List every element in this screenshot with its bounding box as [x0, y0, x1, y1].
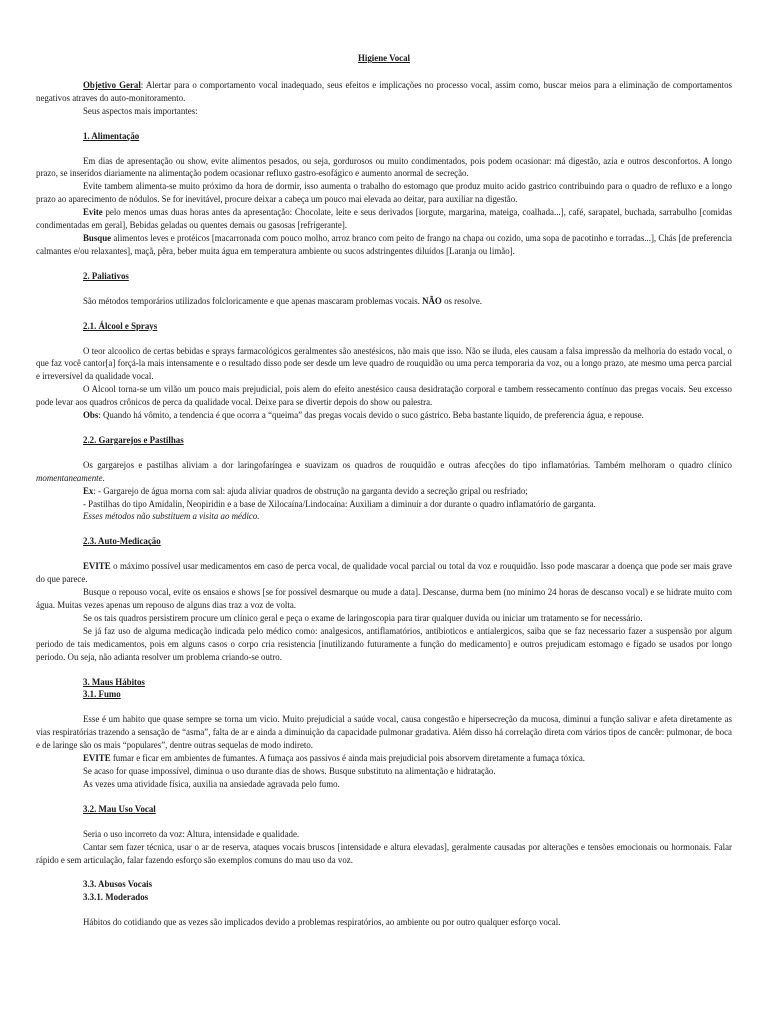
- paragraph: Se acaso for quase impossível, diminua o uso durante dias de shows. Busque substituto na alimentação e hidratação.: [83, 765, 496, 776]
- italic-note: Esses métodos não substituem a visita ao médico.: [83, 511, 260, 522]
- paragraph-text: Os gargarejos e pastilhas aliviam a dor laringofaríngea e suavizam os quadros de rouquidão e outras afecções do tipo inflamatórias. Também melhoram o quadro clínico: [83, 459, 732, 470]
- paragraph: [36, 560, 732, 586]
- paragraph: As vezes uma atividade física, auxilia na ansiedade agravada pelo fumo.: [83, 778, 340, 789]
- section-heading-paliativos: 2. Paliativos: [83, 270, 129, 281]
- section-heading-alcool: 2.1. Álcool e Sprays: [83, 320, 158, 331]
- paragraph: Se os tais quadros persistirem procure um clínico geral e peça o exame de laringoscopia para tirar qualquer duvida ou iniciar um tratamento se for necessário.: [83, 612, 643, 623]
- paragraph-text: pelo menos umas duas horas antes da apresentação: Chocolate, leite e seus derivados [iorgute, margarina, mateiga, coalhada...], café, sarapatel, buchada, sarrabulho [comidas condimentadas em geral], Bebidas geladas ou quentes demais ou gasosas [refrigerante].: [36, 207, 732, 231]
- note-line: [36, 510, 732, 523]
- paragraph: [36, 409, 732, 422]
- paragraph-text: .: [102, 472, 105, 483]
- aspects-line: Seus aspectos mais importantes:: [83, 105, 198, 116]
- paragraph: O teor alcoolico de certas bebidas e sprays farmacológicos geralmentes são anestésicos, não mais que isso. Não se iluda, eles causam a falsa impressão da melhoria do estado vocal, o que faz você cantor[a] forçá-la mais intensamente e o resultado disso pode ser desde um leve quadro de rouquidão ou uma perca temporaria da voz, ou a longo prazo, ate mesmo uma perca parcial e irreversível da qualidade vocal.: [36, 345, 732, 382]
- paragraph: Hábitos do cotidiando que as vezes são implicados devido a problemas respiratórios, ao ambiente ou por outro qualquer esforço vocal.: [83, 917, 561, 928]
- paragraph-text: : Quando há vômito, a tendencia é que ocorra a “queima” das pregas vocais devido o suco gástrico. Beba bastante liquido, de preferencia água, e repouse.: [98, 410, 644, 421]
- section-heading-gargarejos: 2.2. Gargarejos e Pastilhas: [83, 434, 184, 445]
- paragraph: Em dias de apresentação ou show, evite alimentos pesados, ou seja, gordurosos ou muito condimentados, pois podem ocasionar: má digestão, azia e outros desconfortos. A longo prazo, se inseridos diariamente na alimentação podem ocasionar refluxo gastro-esofágico e aumento anormal de secreção.: [36, 155, 732, 179]
- section-heading-abusos-vocais: 3.3. Abusos Vocais: [83, 879, 153, 890]
- paragraph-text: alimentos leves e protéicos [macarronada com pouco molho, arroz branco com peito de frango na chapa ou cozido, uma sopa de pacotinho e torradas...], Chás [de preferencia calmantes e/ou relaxantes], maçã, pêra, beber muita água em temperatura ambiente ou sucos adstringentes diluídos [Laranja ou limão].: [36, 232, 732, 256]
- section-heading-alimentacao: 1. Alimentação: [83, 130, 140, 141]
- bold-label: Ex: [83, 485, 94, 496]
- bold-label: EVITE: [83, 753, 111, 764]
- objective-paragraph: [36, 79, 732, 105]
- objective-text: : Alertar para o comportamento vocal inadequado, seus efeitos e implicações no processo vocal, assim como, buscar meios para a eliminação de comportamentos negativos atraves do auto-monitoramento.: [36, 79, 732, 103]
- example-line: - Pastilhas do tipo Amidalin, Neopiridin e a base de Xilocaína/Lindocaína: Auxiliam a diminuir a dor durante o quadro inflamatório de garganta.: [83, 498, 596, 509]
- paragraph: Evite tambem alimenta-se muito próximo da hora de dormir, isso aumenta o trabalho do estomago que produz muito acido gastrico contribuindo para o quadro de refluxo e a longo prazo ao aparecimento de nódulos. Se for inevitável, procure deixar a cabeça um pouco mai elevada ao deitar, para auxiliar na digestão.: [36, 181, 732, 205]
- bold-word: NÃO: [422, 295, 442, 306]
- bold-label: Evite: [83, 207, 103, 218]
- paragraph-text: fumar e ficar em ambientes de fumantes. A fumaça aos passivos é ainda mais prejudicial pois absorvem diretamente a fumaça tóxica.: [110, 753, 586, 764]
- section-heading-moderados: 3.3.1. Moderados: [83, 892, 149, 903]
- paragraph: [36, 232, 732, 258]
- paragraph-text: o máximo possível usar medicamentos em caso de perca vocal, de qualidade vocal parcial ou total da voz e rouquidão. Isso pode mascarar a doença que pode ser mais grave do que parece.: [36, 561, 732, 585]
- paragraph-text: : - Gargarejo de água morna com sal: ajuda aliviar quadros de obstrução na garganta devido a secreção gripal ou resfriado;: [93, 485, 528, 496]
- example-line: [36, 485, 732, 498]
- paragraph: Se já faz uso de alguma medicação indicada pelo médico como: analgesicos, antiflamatórios, antibioticos e antialergicos, saiba que se faz necessario fazer a suspensão por algum periodo de tais medicamentos, pois em alguns casos o corpo cria resistencia [inutilizando futuramente a função do medicamento] e outros prejudicam estomago e fígado se usados por longo periodo. Ou seja, não adianta resolver um problema criando-se outro.: [36, 625, 732, 662]
- paragraph: Esse é um habito que quase sempre se torna um vicio. Muito prejudicial a saúde vocal, causa congestão e hipersecreção da mucosa, diminui a função salivar e afeta diretamente as vias respiratórias trazendo a sensação de “asma”, falta de ar e ainda a diminuição da capacidade pulmonar gradativa. Além disso há correlação direta com vários tipos de cancêr: pulmonar, de boca e de laringe são os mais “populares”, dentre outras sequelas de modo indireto.: [36, 714, 732, 751]
- section-heading-mau-uso-vocal: 3.2. Mau Uso Vocal: [83, 803, 156, 814]
- paragraph: Seria o uso incorreto da voz: Altura, intensidade e qualidade.: [83, 828, 300, 839]
- paragraph-text: os resolve.: [441, 295, 483, 306]
- paragraph: O Alcool torna-se um vilão um pouco mais prejudicial, pois alem do efeito anestésico causa desidratação corporal e tambem ressecamento contínuo das pregas vocais. Seu excesso pode levar aos quadros crônicos de perca da qualidade vocal. Deixe para se divertir depois do show ou palestra.: [36, 384, 732, 408]
- italic-word: momentaneamente: [36, 472, 103, 483]
- bold-label: EVITE: [83, 561, 111, 572]
- objective-label: Objetivo Geral: [83, 79, 141, 90]
- document-title: Higiene Vocal: [357, 53, 411, 63]
- paragraph: [36, 459, 732, 485]
- paragraph: [36, 295, 732, 308]
- section-heading-auto-medicacao: 2.3. Auto-Medicação: [83, 536, 161, 547]
- document-page: [36, 52, 732, 929]
- section-heading-maus-habitos: 3. Maus Hábitos: [83, 676, 145, 687]
- paragraph-text: São métodos temporários utilizados folcloricamente e que apenas mascaram problemas vocais.: [83, 295, 423, 306]
- bold-label: Obs: [83, 410, 99, 421]
- paragraph: [36, 206, 732, 232]
- section-heading-fumo: 3.1. Fumo: [83, 689, 121, 700]
- paragraph: Cantar sem fazer técnica, usar o ar de reserva, ataques vocais bruscos [intensidade e altura elevadas], geralmente causadas por alterações e tensões emocionais ou hormonais. Falar rápido e sem articulação, falar fazendo esforço são exemplos comuns do mau uso da voz.: [36, 841, 732, 865]
- paragraph: Busque o repouso vocal, evite os ensaios e shows [se for possível desmarque ou mude a data]. Descanse, durma bem (no mínimo 24 horas de descanso vocal) e se hidrate muito com água. Muitas vezes apenas um repouso de alguns dias traz a voz de volta.: [36, 587, 732, 610]
- bold-label: Busque: [83, 232, 112, 243]
- paragraph: [36, 752, 732, 765]
